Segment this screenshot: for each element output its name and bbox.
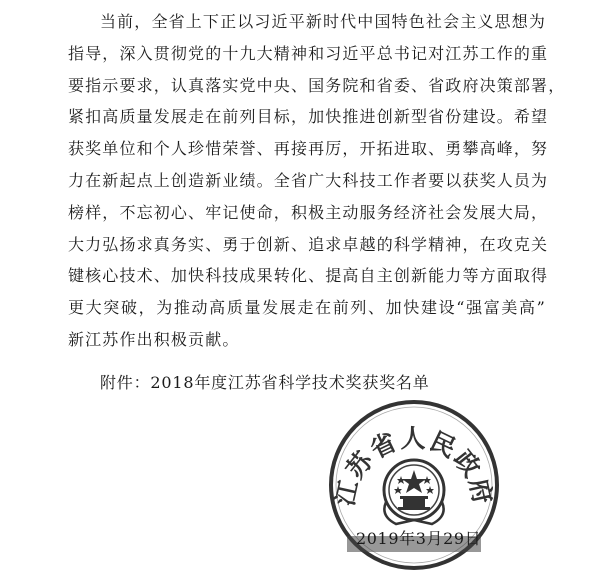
paragraph-line: 键核心技术、加快科技成果转化、提高自主创新能力等方面取得: [68, 266, 549, 286]
document-date: 2019年3月29日: [356, 529, 482, 548]
paragraph-line: 新江苏作出积极贡献。: [68, 329, 240, 349]
paragraph-line: 大力弘扬求真务实、勇于创新、追求卓越的科学精神，在攻克关: [68, 234, 549, 254]
paragraph-line: 紧扣高质量发展走在前列目标，加快推进创新型省份建设。希望: [68, 107, 549, 127]
body-paragraph: [68, 6, 566, 356]
paragraph-line: 指导，深入贯彻党的十九大精神和习近平总书记对江苏工作的重: [68, 43, 549, 63]
paragraph-line: 要指示要求，认真落实党中央、国务院和省委、省政府决策部署，: [68, 75, 566, 95]
paragraph-line: 更大突破，为推动高质量发展走在前列、加快建设“强富美高”: [68, 298, 546, 318]
svg-text:江苏省人民政府: 江苏省人民政府: [330, 423, 498, 509]
paragraph-line: 当前，全省上下正以习近平新时代中国特色社会主义思想为: [100, 12, 546, 31]
paragraph-line: 榜样，不忘初心、牢记使命，积极主动服务经济社会发展大局，: [68, 202, 549, 222]
attachment-note: 附件：2018年度江苏省科学技术奖获奖名单: [100, 373, 430, 392]
paragraph-line: 获奖单位和个人珍惜荣誉、再接再厉，开拓进取、勇攀高峰，努: [68, 139, 549, 159]
paragraph-line: 力在新起点上创造新业绩。全省广大科技工作者要以获奖人员为: [68, 170, 549, 190]
